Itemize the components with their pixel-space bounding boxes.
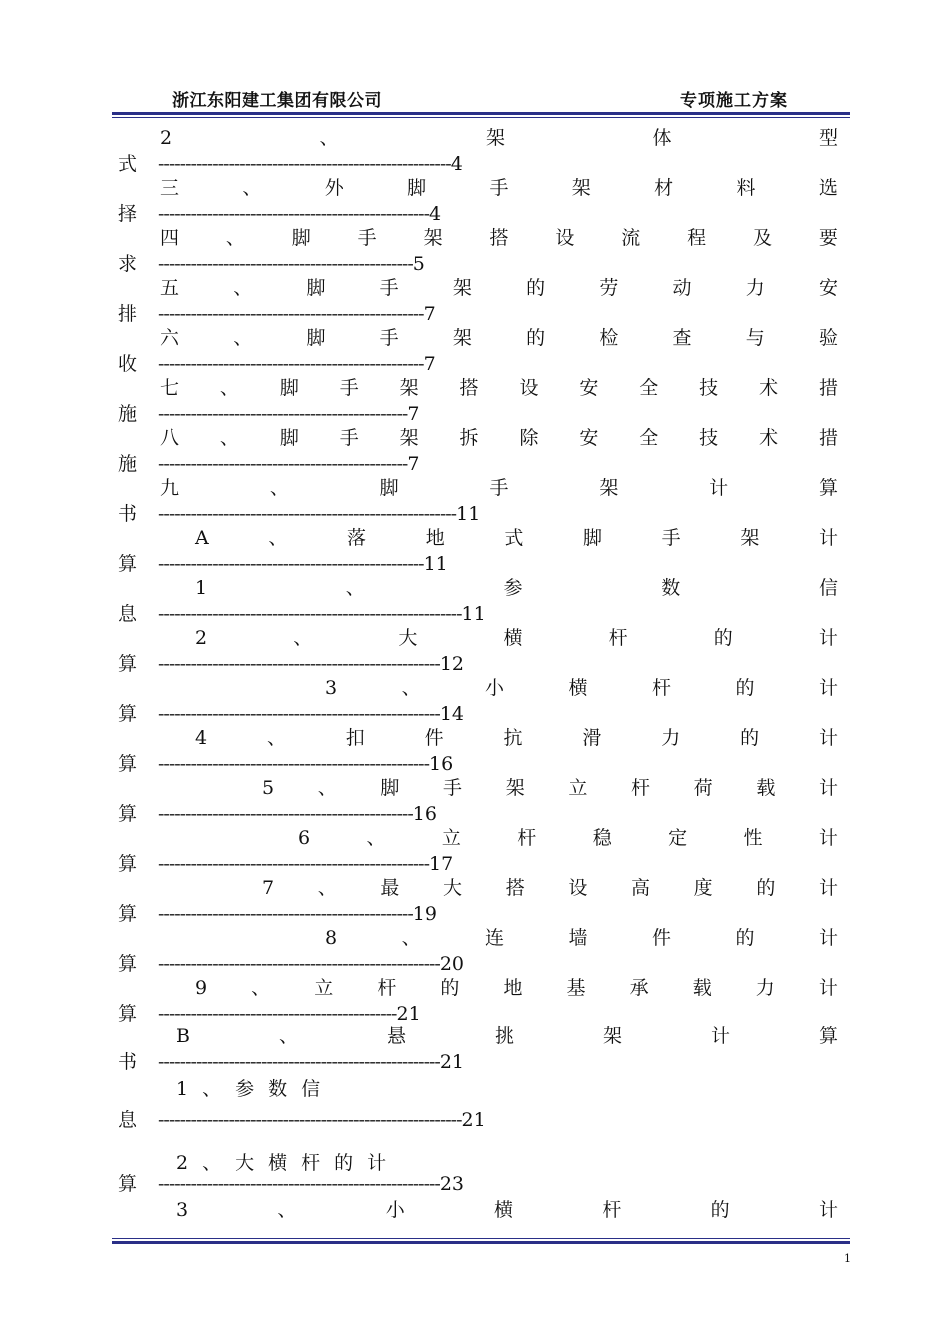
toc-title-char: 措 (818, 377, 838, 399)
toc-dash-leader: ---------------------------------------------------- (158, 703, 440, 725)
toc-title-char: 料 (736, 177, 756, 199)
toc-title-char: 手 (357, 227, 377, 249)
toc-title-char: 、 (233, 277, 253, 299)
toc-title-char: 三 (160, 177, 180, 199)
toc-entry-leader (118, 452, 838, 476)
toc-title-char: 安 (579, 427, 599, 449)
toc-entry-title: 1、参数信 (176, 1078, 335, 1100)
toc-entry-title (262, 776, 838, 800)
toc-page-number: 11 (423, 553, 448, 575)
toc-page-number: 20 (439, 953, 465, 975)
toc-dash-leader: ----------------------------------------------- (158, 803, 413, 825)
toc-title-char: 、 (219, 427, 239, 449)
toc-title-char: 的 (756, 877, 776, 899)
toc-title-char: 与 (745, 327, 765, 349)
toc-title-char: 3 (325, 677, 338, 699)
header-rule-thick (112, 112, 850, 115)
toc-title-char: 除 (519, 427, 539, 449)
toc-title-char: 型 (818, 127, 838, 149)
toc-title-char: 扣 (345, 727, 365, 749)
toc-entry-title (325, 676, 838, 700)
toc-title-char: 、 (266, 727, 286, 749)
toc-title-char: 架 (399, 377, 419, 399)
toc-entry-title (195, 526, 838, 550)
toc-title-char: 7 (262, 877, 275, 899)
toc-title-char: 杆 (517, 827, 537, 849)
toc-entry-title (195, 626, 838, 650)
toc-page-number: 11 (456, 503, 481, 525)
toc-title-char: 脚 (407, 177, 427, 199)
toc-title-char: 计 (818, 677, 838, 699)
toc-entry-leader (118, 652, 838, 676)
toc-title-char: 技 (699, 427, 719, 449)
toc-title-char: 架 (740, 527, 760, 549)
toc-title-char: 、 (401, 927, 421, 949)
toc-title-char: 的 (713, 627, 733, 649)
toc-title-char: 的 (526, 277, 546, 299)
toc-title-char: 计 (818, 927, 838, 949)
toc-title-char: 、 (269, 477, 289, 499)
toc-title-char: 架 (452, 327, 472, 349)
toc-title-tail: 算 (118, 1003, 138, 1025)
toc-title-char: 脚 (279, 377, 299, 399)
header-rule-thin (112, 117, 850, 118)
toc-title-char: 手 (661, 527, 681, 549)
toc-page-number: 16 (429, 753, 454, 775)
toc-dash-leader: -------------------------------------------------------- (158, 1109, 462, 1131)
toc-title-char: 技 (699, 377, 719, 399)
toc-title-char: 体 (652, 127, 672, 149)
toc-entry-leader (118, 852, 838, 876)
toc-title-char: 搭 (505, 877, 525, 899)
toc-title-char: 架 (452, 277, 472, 299)
toc-entry-title (195, 576, 838, 600)
toc-title-char: 脚 (306, 327, 326, 349)
toc-entry-title (160, 376, 838, 400)
toc-title-char: 架 (599, 477, 619, 499)
toc-page-number: 21 (439, 1051, 465, 1073)
toc-title-char: 计 (818, 877, 838, 899)
toc-dash-leader: ---------------------------------------------------- (158, 1051, 440, 1073)
toc-title-char: 计 (818, 527, 838, 549)
toc-title-tail: 施 (118, 403, 138, 425)
toc-title-char: 力 (661, 727, 681, 749)
toc-title-char: 立 (314, 977, 334, 999)
toc-page-number: 16 (412, 803, 437, 825)
toc-title-char: 设 (519, 377, 539, 399)
toc-title-char: 落 (347, 527, 367, 549)
toc-title-char: 脚 (279, 427, 299, 449)
toc-title-char: 架 (423, 227, 443, 249)
toc-title-char: 杆 (652, 677, 672, 699)
toc-title-char: 挑 (494, 1025, 514, 1047)
toc-entry-title (160, 476, 838, 500)
toc-entry-leader (118, 152, 838, 176)
toc-title-char: 四 (160, 227, 180, 249)
header-company: 浙江东阳建工集团有限公司 (172, 91, 382, 111)
toc-title-char: 地 (425, 527, 445, 549)
toc-title-char: 脚 (583, 527, 603, 549)
toc-title-char: 小 (385, 1199, 405, 1221)
toc-title-char: 选 (818, 177, 838, 199)
toc-entry-leader (118, 1050, 838, 1074)
toc-page-number: 7 (407, 453, 420, 475)
toc-title-char: 基 (566, 977, 586, 999)
toc-title-char: 术 (759, 377, 779, 399)
toc-entry-title (195, 976, 838, 1000)
toc-page-number: 5 (412, 253, 425, 275)
toc-dash-leader: ---------------------------------------------------- (158, 953, 440, 975)
toc-title-char: 手 (489, 177, 509, 199)
toc-dash-leader: -------------------------------------------------- (158, 853, 429, 875)
toc-title-char: 数 (661, 577, 681, 599)
toc-title-char: 件 (652, 927, 672, 949)
toc-title-char: 最 (380, 877, 400, 899)
toc-title-char: 脚 (291, 227, 311, 249)
toc-title-char: 、 (233, 327, 253, 349)
toc-page-number: 7 (407, 403, 420, 425)
toc-title-char: 算 (818, 477, 838, 499)
toc-title-char: 检 (599, 327, 619, 349)
toc-title-char: 、 (225, 227, 245, 249)
toc-page-number: 4 (429, 203, 442, 225)
toc-title-char: 安 (818, 277, 838, 299)
toc-entry-leader (118, 1172, 838, 1196)
toc-title-char: 计 (710, 1025, 730, 1047)
toc-title-char: 验 (818, 327, 838, 349)
toc-title-char: 架 (602, 1025, 622, 1047)
toc-title-char: 小 (485, 677, 505, 699)
toc-title-char: 3 (176, 1199, 189, 1221)
toc-entry-title (160, 226, 838, 250)
toc-title-char: 拆 (459, 427, 479, 449)
toc-title-char: 度 (693, 877, 713, 899)
toc-dash-leader: -------------------------------------------------------- (158, 603, 462, 625)
toc-title-tail: 算 (118, 903, 138, 925)
toc-title-tail: 算 (118, 803, 138, 825)
toc-title-char: 、 (268, 527, 288, 549)
toc-entry-title (262, 876, 838, 900)
toc-title-char: 、 (366, 827, 386, 849)
toc-title-char: 滑 (582, 727, 602, 749)
toc-page-number: 7 (423, 353, 436, 375)
toc-title-char: 计 (818, 977, 838, 999)
toc-title-char: B (176, 1025, 190, 1047)
toc-title-char: 手 (339, 427, 359, 449)
toc-title-char: 全 (639, 427, 659, 449)
toc-title-char: 全 (639, 377, 659, 399)
toc-dash-leader: ---------------------------------------------------- (158, 1173, 440, 1195)
toc-title-char: 架 (399, 427, 419, 449)
toc-title-char: 脚 (380, 777, 400, 799)
toc-title-char: 式 (504, 527, 524, 549)
toc-entry-leader (118, 302, 838, 326)
toc-entry-title (195, 726, 838, 750)
toc-title-char: 架 (486, 127, 506, 149)
page-number: 1 (844, 1252, 851, 1265)
toc-title-char: 动 (672, 277, 692, 299)
toc-entry-leader (118, 502, 838, 526)
toc-dash-leader: -------------------------------------------- (158, 1003, 397, 1025)
toc-title-char: 架 (571, 177, 591, 199)
toc-title-char: 的 (526, 327, 546, 349)
toc-dash-leader: ---------------------------------------------------- (158, 653, 440, 675)
footer-rule-thick (112, 1241, 850, 1244)
toc-title-char: 、 (317, 877, 337, 899)
toc-dash-leader: ----------------------------------------------- (158, 903, 413, 925)
toc-title-char: 脚 (306, 277, 326, 299)
toc-title-char: 流 (621, 227, 641, 249)
toc-title-char: 横 (494, 1199, 514, 1221)
toc-title-char: 、 (277, 1199, 297, 1221)
toc-title-char: A (195, 527, 209, 549)
toc-title-char: 的 (735, 677, 755, 699)
toc-title-char: 要 (818, 227, 838, 249)
toc-dash-leader: ---------------------------------------------- (158, 403, 408, 425)
toc-title-tail: 算 (118, 853, 138, 875)
toc-entry-title (325, 926, 838, 950)
toc-title-char: 计 (818, 627, 838, 649)
toc-entry-title (160, 426, 838, 450)
toc-page-number: 21 (461, 1109, 486, 1131)
toc-title-char: 的 (735, 927, 755, 949)
toc-title-char: 查 (672, 327, 692, 349)
toc-entry-leader (118, 602, 838, 626)
toc-title-char: 承 (629, 977, 649, 999)
toc-title-char: 手 (379, 277, 399, 299)
toc-entry-leader (118, 252, 838, 276)
toc-dash-leader: ------------------------------------------------------ (158, 153, 451, 175)
toc-page-number: 17 (429, 853, 454, 875)
toc-title-char: 计 (818, 777, 838, 799)
toc-title-char: 连 (485, 927, 505, 949)
toc-title-char: 件 (424, 727, 444, 749)
toc-title-tail: 择 (118, 203, 138, 225)
toc-title-tail: 息 (118, 603, 138, 625)
toc-title-char: 、 (251, 977, 271, 999)
toc-title-char: 搭 (459, 377, 479, 399)
toc-page-number: 21 (396, 1003, 421, 1025)
toc-title-char: 计 (709, 477, 729, 499)
toc-entry-leader (118, 402, 838, 426)
toc-title-char: 、 (293, 627, 313, 649)
toc-entry-title (160, 326, 838, 350)
toc-dash-leader: ---------------------------------------------- (158, 453, 408, 475)
toc-title-tail: 排 (118, 303, 138, 325)
toc-title-char: 杆 (602, 1199, 622, 1221)
toc-page-number: 11 (461, 603, 486, 625)
toc-title-char: 八 (160, 427, 180, 449)
toc-title-tail: 算 (118, 953, 138, 975)
toc-dash-leader: ----------------------------------------------- (158, 253, 413, 275)
toc-dash-leader: -------------------------------------------------- (158, 753, 429, 775)
toc-title-char: 稳 (592, 827, 612, 849)
toc-title-char: 手 (339, 377, 359, 399)
toc-dash-leader: ------------------------------------------------- (158, 353, 424, 375)
toc-title-char: 4 (195, 727, 208, 749)
toc-title-char: 、 (345, 577, 365, 599)
toc-title-char: 1 (195, 577, 208, 599)
toc-title-char: 5 (262, 777, 275, 799)
toc-title-char: 悬 (386, 1025, 406, 1047)
toc-dash-leader: ------------------------------------------------------- (158, 503, 457, 525)
toc-title-char: 安 (579, 377, 599, 399)
toc-entry-leader (118, 202, 838, 226)
toc-title-char: 材 (654, 177, 674, 199)
toc-dash-leader: -------------------------------------------------- (158, 203, 429, 225)
toc-entry-leader (118, 802, 838, 826)
toc-entry-leader (118, 702, 838, 726)
toc-title-char: 五 (160, 277, 180, 299)
toc-title-char: 杆 (631, 777, 651, 799)
toc-title-char: 地 (503, 977, 523, 999)
toc-title-char: 手 (489, 477, 509, 499)
toc-title-tail: 书 (118, 1051, 138, 1073)
toc-entry-title (176, 1198, 838, 1222)
toc-entry-title (298, 826, 838, 850)
toc-title-char: 载 (756, 777, 776, 799)
toc-title-char: 抗 (503, 727, 523, 749)
toc-title-char: 定 (668, 827, 688, 849)
toc-title-char: 设 (555, 227, 575, 249)
toc-title-char: 立 (441, 827, 461, 849)
toc-title-char: 荷 (693, 777, 713, 799)
toc-title-char: 信 (818, 577, 838, 599)
toc-title-tail: 式 (118, 153, 138, 175)
toc-title-char: 8 (325, 927, 338, 949)
toc-title-char: 6 (298, 827, 311, 849)
toc-entry-leader (118, 1002, 838, 1026)
toc-title-char: 杆 (608, 627, 628, 649)
toc-title-tail: 施 (118, 453, 138, 475)
toc-title-char: 程 (687, 227, 707, 249)
toc-title-char: 的 (710, 1199, 730, 1221)
toc-page-number: 12 (439, 653, 465, 675)
toc-title-tail: 算 (118, 553, 138, 575)
toc-title-char: 搭 (489, 227, 509, 249)
toc-title-char: 横 (568, 677, 588, 699)
toc-title-char: 设 (568, 877, 588, 899)
toc-title-char: 2 (195, 627, 208, 649)
toc-title-char: 外 (324, 177, 344, 199)
toc-title-char: 计 (818, 1199, 838, 1221)
toc-title-char: 措 (818, 427, 838, 449)
toc-entry-title (160, 276, 838, 300)
toc-title-tail: 算 (118, 653, 138, 675)
toc-title-char: 、 (319, 127, 339, 149)
toc-entry-title (160, 176, 838, 200)
toc-title-char: 计 (818, 827, 838, 849)
toc-dash-leader: ------------------------------------------------- (158, 553, 424, 575)
toc-entry-leader (118, 552, 838, 576)
toc-title-char: 9 (195, 977, 208, 999)
toc-title-char: 六 (160, 327, 180, 349)
toc-page-number: 7 (423, 303, 436, 325)
toc-title-tail: 求 (118, 253, 138, 275)
toc-entry-leader (118, 1108, 838, 1132)
toc-title-char: 、 (278, 1025, 298, 1047)
toc-title-char: 参 (503, 577, 523, 599)
toc-entry-leader (118, 902, 838, 926)
toc-title-char: 九 (160, 477, 180, 499)
toc-entry-leader (118, 952, 838, 976)
toc-title-char: 架 (505, 777, 525, 799)
footer-rule-thin (112, 1238, 850, 1239)
toc-dash-leader: ------------------------------------------------- (158, 303, 424, 325)
toc-title-char: 、 (401, 677, 421, 699)
toc-title-char: 及 (753, 227, 773, 249)
toc-title-tail: 算 (118, 1173, 138, 1195)
toc-title-char: 2 (160, 127, 173, 149)
toc-title-char: 计 (818, 727, 838, 749)
toc-page-number: 23 (439, 1173, 465, 1195)
toc-title-char: 大 (443, 877, 463, 899)
toc-title-char: 、 (317, 777, 337, 799)
toc-title-char: 的 (440, 977, 460, 999)
toc-title-tail: 算 (118, 753, 138, 775)
toc-page-number: 4 (450, 153, 463, 175)
toc-page-number: 19 (412, 903, 437, 925)
toc-title-tail: 书 (118, 503, 138, 525)
toc-entry-leader (118, 352, 838, 376)
toc-title-char: 手 (379, 327, 399, 349)
toc-entry-leader (118, 752, 838, 776)
toc-title-char: 墙 (568, 927, 588, 949)
toc-title-char: 载 (692, 977, 712, 999)
toc-title-char: 力 (755, 977, 775, 999)
toc-entry-title (176, 1024, 838, 1048)
toc-entry-title: 2、大横杆的计 (176, 1152, 401, 1174)
toc-entry-title (160, 126, 838, 150)
toc-title-char: 算 (818, 1025, 838, 1047)
toc-title-char: 性 (743, 827, 763, 849)
toc-title-tail: 收 (118, 353, 138, 375)
toc-title-char: 术 (759, 427, 779, 449)
toc-title-char: 力 (745, 277, 765, 299)
toc-title-tail: 息 (118, 1109, 138, 1131)
toc-page-number: 14 (439, 703, 465, 725)
toc-title-char: 大 (398, 627, 418, 649)
toc-title-char: 脚 (379, 477, 399, 499)
toc-title-char: 横 (503, 627, 523, 649)
toc-title-char: 立 (568, 777, 588, 799)
toc-title-char: 劳 (599, 277, 619, 299)
toc-title-char: 七 (160, 377, 180, 399)
toc-title-char: 手 (443, 777, 463, 799)
toc-title-char: 的 (740, 727, 760, 749)
toc-title-char: 高 (631, 877, 651, 899)
toc-title-tail: 算 (118, 703, 138, 725)
header-doc-type: 专项施工方案 (680, 91, 788, 111)
toc-title-char: 、 (242, 177, 262, 199)
toc-title-char: 杆 (377, 977, 397, 999)
toc-title-char: 、 (219, 377, 239, 399)
